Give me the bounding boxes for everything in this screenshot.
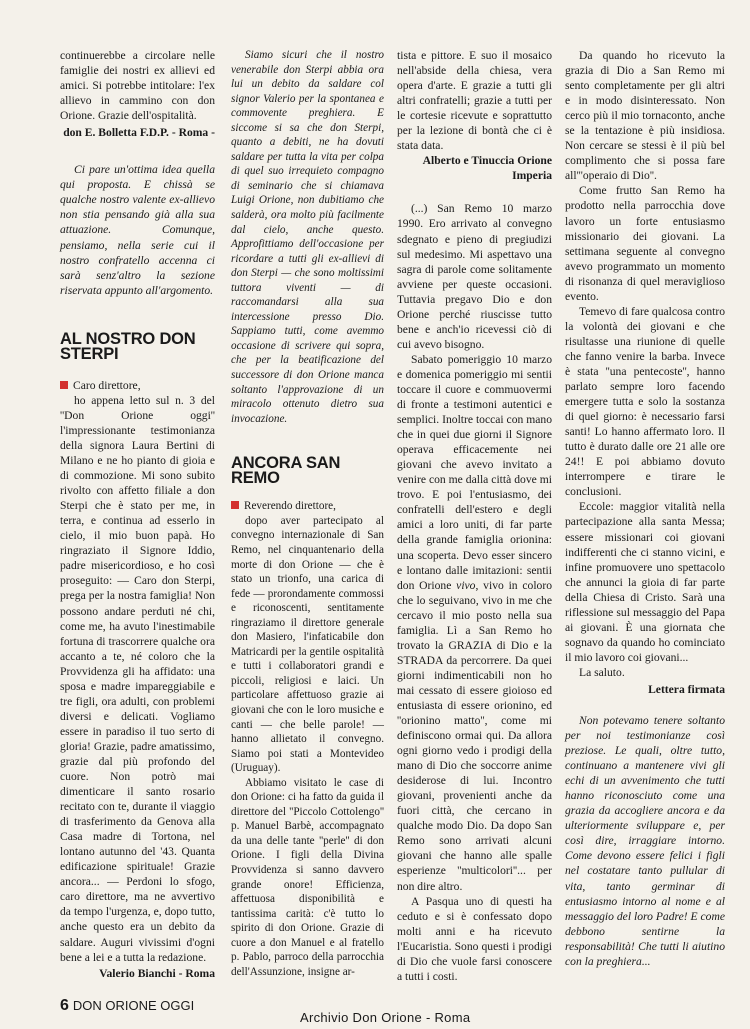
letter-text: Abbiamo visitato le case di don Orione: ci ha fatto da guida il direttore del ''Piccolo Cottolengo'' p. Manuel Barbè, accompagnato da una delle tante ''perle'' di don Orione. I figli della Divina Provvidenza si sanno davvero grande onore! Efficienza, affettuosa disponibilità e tantissima carità: c'è tutto lo spirito di don Orione. Grazie di cuore a don Manuel e al fratello p. Pablo, parroco della parrocchia dell'Assunzione, insigne ar- bbox=[231, 776, 384, 978]
letter-text: dopo aver partecipato al convegno internazionale di San Remo, nel cinquantenario della morte di don Orione — che è stato un trionfo, una carica di fede — prorondamente commossi e riconoscenti, sentitamente ringraziamo il direttore generale don Masiero, l'infaticabile don Matricardi per la gentile ospitalità e tutti i collaboratori grandi e piccoli, religiosi e laici. Un particolare affettuoso grazie ai giovani che con le loro musiche e canti — che belle parole! — hanno allietato il convegno. Siamo poi stati a Montevideo (Uruguay). bbox=[231, 514, 384, 775]
letter-text: Sabato pomeriggio 10 marzo e domenica pomeriggio mi sentii toccare il cuore e commuovermi di fronte a testimoni autentici e semplici. Inoltre toccai con mano che in quei due giorni il Signore operava efficacemente nei giovani che avevo invitato a venire con me dalla città dove mi trovo. E poi l'entusiasmo, dei confratelli dell'estero e degli amici a loro uniti, di far parte della grande famiglia orionina: una scoperta. Devo esser sincero e lontano dalle imitazioni: sentii don Orione vivo, vivo in coloro che lo seguivano, vivo in me che cercavo il mio posto nella sua famiglia. Lì a San Remo ho trovato la GRAZIA di Dio e la STRADA da percorrere. Da quei giorni indimenticabili non ho mai cessato di essere gioioso ed entusiasta di essere orionino, ed ''orionino matto'', come mi definiscono ormai qui. Da allora ogni giorno vedo i prodigi della mano di Dio che soccorre anime desiderose di lui. Incontro giovani, provenienti anche da fuori città, che cercano in qualche modo Dio. Da dopo San Remo sono arrivati alcuni giovani che hanno alle spalle esperienze ''multicolori''... per non dire altro. bbox=[397, 352, 552, 893]
page-footer bbox=[60, 997, 194, 1015]
letter-text: Temevo di fare qualcosa contro la volontà dei giovani e che risultasse una riunione di quelle che fanno venire la barba. Invece è stata ''una pentecoste'', hanno parlato sempre loro facendo emergere tutta e solo la sostanza di quel giorno: è necessario farsi santi! Lo hanno affermato loro. Il tutto è durato dalle ore 21 alle ore 24!! E poi abbiamo dovuto interrompere e tirare le conclusioni. bbox=[565, 304, 725, 499]
article-text: continuerebbe a circolare nelle famiglie dei nostri ex allievi ed amici. Si potrebbe intitolare: l'ex allievo in cammino con don Orione. Grazie dell'ospitalità. bbox=[60, 49, 215, 123]
letter-text: Come frutto San Remo ha prodotto nella parrocchia dove lavoro un forte entusiasmo missionario dei giovani. La settimana seguente al convegno avevo programmato un momento di risonanza di quel meraviglioso evento. bbox=[565, 184, 725, 303]
column-4 bbox=[565, 48, 725, 969]
letter-text: ho appena letto sul n. 3 del ''Don Orione oggi'' l'impressionante testimonianza della signora Laura Bertini di Milano e ne ho pianto di gioia e di commozione. Mi sono subito rivolto con affetto filiale a don Sterpi che è stato per me, in terra, e continua ad esserlo in cielo, il mio buon papà. Ho ringraziato il Signore Iddio, padre misericordioso, e ho così proseguito: — Caro don Sterpi, prega per la nostra famiglia! Non possono andare perduti né chi, come me, ha avuto l'inestimabile fortuna di trascorrere qualche ora accanto a te, né coloro che la Provvidenza gli ha affidato: una sposa e madre impareggiabile e tre figli, ora adulti, con problemi diversi e delicati. Vogliamo essere in paradiso il tuo serto di gloria! Grazie, padre amatissimo, grazie dal più profondo del cuore. Non potrò mai dimenticare il santo rosario recitato con te, durante il viaggio di trasferimento da Genova alla Casa madre di Tortona, nel lontano autunno del '43. Quanta edificazione spirituale! Grazie ancora... — Perdoni lo sfogo, caro direttore, ma ne avvertivo da tempo l'urgenza, e, dopo tutto, anche questo era un debito da saldare. Auguri vivissimi d'ogni bene a lei e a tutta la redazione. bbox=[60, 393, 215, 964]
letter-text: Eccole: maggior vitalità nella partecipazione alla santa Messa; essere missionari coi giovani indifferenti che ci stanno vicini, e infine promuovere uno spettacolo che annunci la gioia di far parte della Chiesa di Cristo. Sarà una riflessione sul messaggio del Papa ai giovani. È una giornata che sognavo da quando ho cominciato il mio lavoro coi giovani... bbox=[565, 500, 725, 664]
column-1 bbox=[60, 48, 215, 981]
letter-text: A Pasqua uno di questi ha ceduto e si è confessato dopo molti anni e ha ricevuto l'Eucaristia. Sono questi i prodigi di Dio che vuole farsi conoscere a tutti i costi. bbox=[397, 894, 552, 983]
red-square-icon bbox=[60, 381, 68, 389]
editor-note: Non potevamo tenere soltanto per noi testimonianze così preziose. Le quali, oltre tutto, continuano a mantenere vivi gli echi di un avvenimento che tutti hanno riconosciuto come una grazia da accogliere ancora e da ulteriormente sviluppare e, per così dire, irraggiare intorno. Come devono essere felici i figli nel costatare tanto pullular di vita, tanto germinar di entusiasmo intorno al nome e al messaggio del loro Padre! E come debbono sentirne la responsabilità! Che tutti li aiutino con la preghiera... bbox=[565, 714, 725, 968]
salutation: Reverendo direttore, bbox=[231, 499, 384, 514]
letter-text: Da quando ho ricevuto la grazia di Dio a San Remo mi sento completamente per gli altri e in modo disinteressato. Non cerco più il mio tornaconto, anche se la tentazione è più insidiosa. Non cercare se stessi è il più bel complimento che si possa fare all'''operaio di Dio''. bbox=[565, 49, 725, 183]
editor-note: Ci pare un'ottima idea quella qui proposta. E chissà se qualche nostro valente ex-allievo non stia pensando già alla sua attuazione. Comunque, pensiamo, nella serie cui il nostro confratello accenna ci sarà senz'altro la sezione riservata appunto all'argomento. bbox=[60, 163, 215, 297]
column-3 bbox=[397, 48, 552, 984]
editor-reply: Siamo sicuri che il nostro venerabile don Sterpi abbia ora lui un debito da saldare col signor Valerio per la spontanea e commovente preghiera. E siccome si sa che don Sterpi, quanto a debiti, ne ha dovuti saldare per tutta la vita per colpa di quel suo irrequieto compagno di seminario che si chiamava Luigi Orione, non dubitiamo che salderà, ora molto più facilmente dal cielo, anche questo. Approfittiamo dell'occasione per ricordare a tutti gli ex-allievi di don Sterpi — che sono moltissimi tuttora viventi — di raccomandarsi alla sua intercessione presso Dio. Sappiamo tutti, come avemmo occasione di scrivere qui sopra, che per la beatificazione del successore di don Orione manca soltanto l'approvazione di un miracolo ottenuto dietro sua invocazione. bbox=[231, 49, 384, 425]
salutation: Caro direttore, bbox=[60, 378, 215, 393]
signature: Alberto e Tinuccia Orione bbox=[422, 154, 552, 168]
column-2 bbox=[231, 48, 384, 979]
signature: Valerio Bianchi - Roma bbox=[99, 966, 215, 980]
letter-text: (...) San Remo 10 marzo 1990. Ero arrivato al convegno sdegnato e pieno di pregiudizi sul medesimo. Mi aspettavo una sagra di parole come solitamente avviene per queste occasioni. Tuttavia pregavo Dio e don Orione perché riuscisse tutto bene e anch'io ricevessi ciò di cui avevo bisogno. bbox=[397, 202, 552, 351]
archive-watermark: Archivio Don Orione - Roma bbox=[300, 1010, 471, 1025]
section-heading: ANCORA SAN REMO bbox=[231, 454, 341, 487]
closing: La saluto. bbox=[579, 665, 625, 679]
letter-text: tista e pittore. E suo il mosaico nell'abside della chiesa, vera opera d'arte. E grazie a tutti gli altri confratelli; grazie a tutti per le cortesie ricevute e soprattutto per la lezione di bontà che ci è stata data. bbox=[397, 49, 552, 153]
magazine-name: DON ORIONE OGGI bbox=[72, 998, 195, 1013]
signature-city: Imperia bbox=[512, 169, 552, 183]
page-number: 6 bbox=[60, 997, 69, 1014]
signature: Lettera firmata bbox=[648, 682, 725, 696]
signature: don E. Bolletta F.D.P. - Roma - bbox=[63, 126, 215, 140]
red-square-icon bbox=[231, 501, 239, 509]
section-heading: AL NOSTRO DON STERPI bbox=[60, 329, 196, 363]
